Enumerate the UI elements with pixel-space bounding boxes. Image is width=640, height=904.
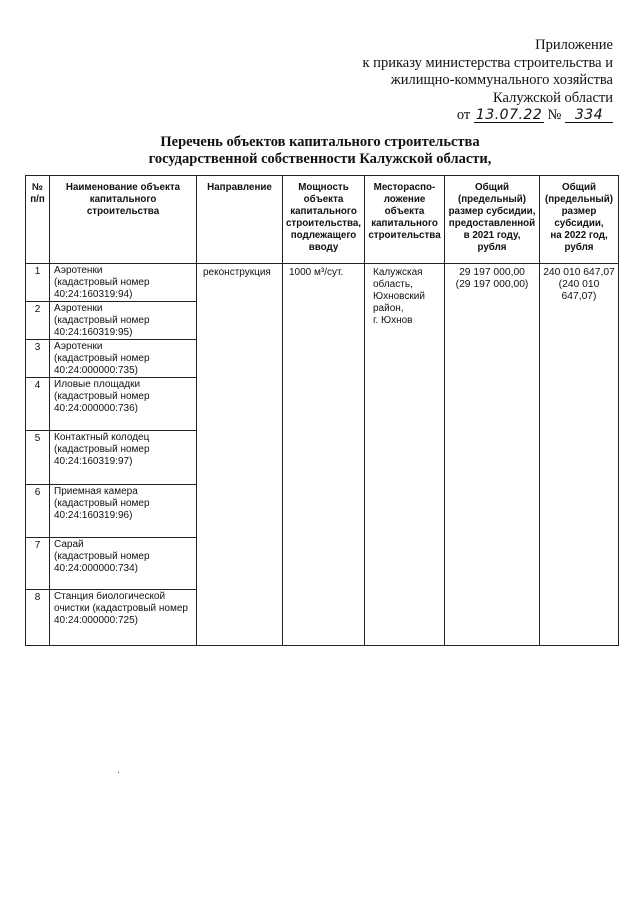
table-row: [26, 264, 619, 302]
location-cell: Калужская область, Юхновский район, г. Юхнов: [365, 264, 445, 646]
header-capacity: Мощность объекта капитального строительства, подлежащего вводу: [283, 176, 365, 264]
title-line-1: Перечень объектов капитального строительства: [160, 134, 480, 150]
row-num: 3: [26, 340, 50, 378]
document-header: [313, 37, 613, 125]
header-location: Местораспо- ложение объекта капитального строительства: [365, 176, 445, 264]
handwritten-number: 334: [565, 108, 613, 123]
header-subsidy-2021: Общий (предельный) размер субсидии, предоставленной в 2021 году, рубля: [445, 176, 540, 264]
capacity-cell: 1000 м³/сут.: [283, 264, 365, 646]
header-name: Наименование объекта капитального строительства: [50, 176, 197, 264]
document-title: [0, 134, 640, 168]
subsidy-2021-cell: 29 197 000,00 (29 197 000,00): [445, 264, 540, 646]
header-direction: Направление: [197, 176, 283, 264]
row-num: 2: [26, 302, 50, 340]
ministry-name-line: жилищно-коммунального хозяйства: [390, 72, 613, 88]
order-reference-line: к приказу министерства строительства и: [362, 54, 613, 71]
direction-cell: реконструкция: [197, 264, 283, 646]
row-num: 4: [26, 378, 50, 431]
row-name: Станция биологической очистки (кадастровый номер 40:24:000000:725): [50, 590, 197, 646]
row-num: 5: [26, 431, 50, 485]
region-name-line: Калужской области: [493, 89, 613, 106]
row-num: 1: [26, 264, 50, 302]
objects-table: [25, 175, 619, 646]
row-name: Аэротенки (кадастровый номер 40:24:160319:94): [50, 264, 197, 302]
order-date-number: [313, 107, 613, 125]
title-line-2: государственной собственности Калужской области,: [148, 151, 492, 167]
row-name: Аэротенки (кадастровый номер 40:24:160319:95): [50, 302, 197, 340]
row-name: Аэротенки (кадастровый номер 40:24:000000:735): [50, 340, 197, 378]
objects-table-wrapper: [25, 175, 618, 636]
row-num: 8: [26, 590, 50, 646]
table-header-row: [26, 176, 619, 264]
from-label: от: [456, 107, 471, 123]
row-name: Контактный колодец (кадастровый номер 40:24:160319:97): [50, 431, 197, 485]
number-label: №: [547, 107, 562, 123]
header-num: № п/п: [26, 176, 50, 264]
appendix-label: Приложение: [535, 37, 613, 53]
header-subsidy-2022: Общий (предельный) размер субсидии, на 2022 год, рубля: [540, 176, 619, 264]
scan-speck: [118, 772, 119, 773]
row-name: Иловые площадки (кадастровый номер 40:24:000000:736): [50, 378, 197, 431]
subsidy-2022-cell: 240 010 647,07 (240 010 647,07): [540, 264, 619, 646]
row-num: 6: [26, 485, 50, 538]
row-num: 7: [26, 538, 50, 590]
row-name: Сарай (кадастровый номер 40:24:000000:734): [50, 538, 197, 590]
row-name: Приемная камера (кадастровый номер 40:24:160319:96): [50, 485, 197, 538]
handwritten-date: 13.07.22: [475, 107, 543, 123]
